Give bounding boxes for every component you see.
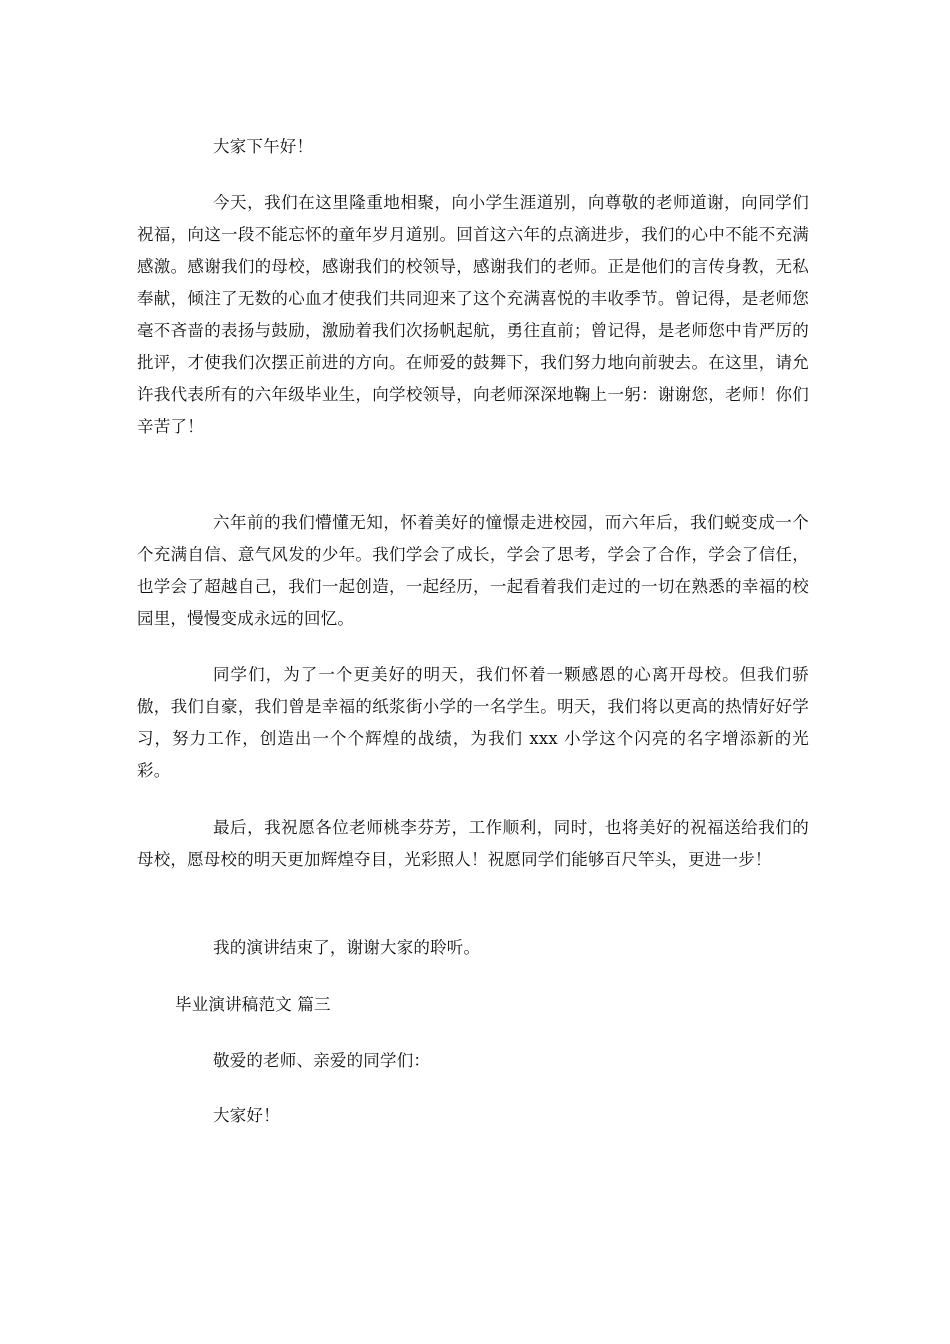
paragraph-thanks: 今天，我们在这里隆重地相聚，向小学生涯道别，向尊敬的老师道谢，向同学们祝福，向这一段不能忘怀的童年岁月道别。回首这六年的点滴进步，我们的心中不能不充满感激。感谢我们的母校，感谢我们的校领导，感谢我们的老师。正是他们的言传身教，无私奉献，倾注了无数的心血才使我们共同迎来了这个充满喜悦的丰收季节。曾记得，是老师您毫不吝啬的表扬与鼓励，激励着我们次扬帆起航，勇往直前；曾记得，是老师您中肯严厉的批评，才使我们次摆正前进的方向。在师爱的鼓舞下，我们努力地向前驶去。在这里，请允许我代表所有的六年级毕业生，向学校领导，向老师深深地鞠上一躬：谢谢您，老师！你们辛苦了！ [137, 193, 809, 436]
paragraph-future: 同学们，为了一个更美好的明天，我们怀着一颗感恩的心离开母校。但我们骄傲，我们自豪，我们曾是幸福的纸浆街小学的一名学生。明天，我们将以更高的热情好好学习，努力工作，创造出一个个辉煌的战绩，为我们 xxx 小学这个闪亮的名字增添新的光彩。 [137, 665, 809, 780]
paragraph-wishes: 最后，我祝愿各位老师桃李芬芳，工作顺利，同时，也将美好的祝福送给我们的母校，愿母校的明天更加辉煌夺目，光彩照人！祝愿同学们能够百尺竿头，更进一步！ [137, 818, 809, 869]
greeting-hello: 大家好！ [213, 1106, 280, 1125]
salutation: 敬爱的老师、亲爱的同学们： [213, 1051, 431, 1070]
paragraph-growth: 六年前的我们懵懂无知，怀着美好的憧憬走进校园，而六年后，我们蜕变成一个个充满自信、意气风发的少年。我们学会了成长，学会了思考，学会了合作，学会了信任，也学会了超越自己，我们一起创造，一起经历，一起看着我们走过的一切在熟悉的幸福的校园里，慢慢变成永远的回忆。 [137, 513, 809, 628]
section-title: 毕业演讲稿范文 篇三 [175, 995, 331, 1014]
greeting-afternoon: 大家下午好！ [213, 137, 314, 156]
closing-line: 我的演讲结束了，谢谢大家的聆听。 [213, 938, 481, 957]
